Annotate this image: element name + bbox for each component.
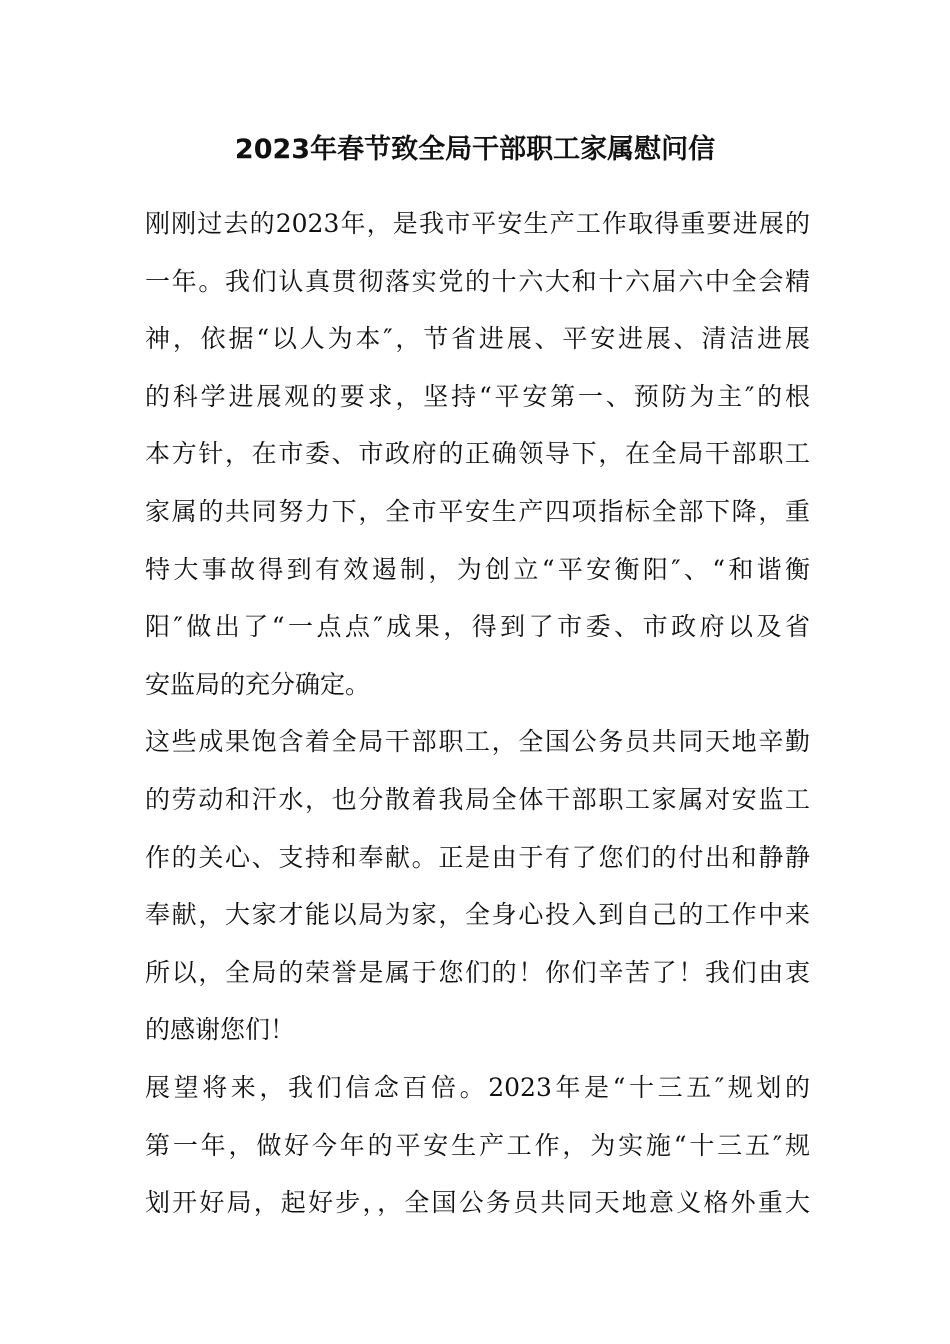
paragraph-line: 一年。我们认真贯彻落实党的十六大和十六届六中全会精 (145, 266, 810, 296)
paragraph-line: 安监局的充分确定。 (145, 669, 371, 699)
paragraph-3 (145, 1059, 810, 1232)
paragraph-line: 展望将来，我们信念百倍。2023年是“十三五″规划的 (145, 1072, 810, 1102)
paragraph-line: 奉献，大家才能以局为家，全身心投入到自己的工作中来 (145, 900, 810, 930)
paragraph-2 (145, 713, 810, 1059)
paragraph-line: 特大事故得到有效遏制，为创立“平安衡阳″、“和谐衡 (145, 554, 810, 584)
paragraph-line: 的感谢您们！ (145, 1015, 296, 1045)
paragraph-line: 的劳动和汗水，也分散着我局全体干部职工家属对安监工 (145, 784, 810, 814)
paragraph-line: 阳″做出了“一点点″成果，得到了市委、市政府以及省 (145, 612, 810, 642)
paragraph-line: 划开好局，起好步，，全国公务员共同天地意义格外重大 (145, 1188, 810, 1218)
paragraph-line: 神，依据“以人为本″，节省进展、平安进展、清洁进展 (145, 324, 810, 354)
paragraph-line: 的科学进展观的要求，坚持“平安第一、预防为主″的根 (145, 381, 810, 411)
document-body (145, 195, 810, 1232)
paragraph-line: 这些成果饱含着全局干部职工，全国公务员共同天地辛勤 (145, 727, 810, 757)
paragraph-line: 本方针，在市委、市政府的正确领导下，在全局干部职工 (145, 439, 810, 469)
paragraph-line: 家属的共同努力下，全市平安生产四项指标全部下降，重 (145, 496, 810, 526)
paragraph-line: 刚刚过去的2023年，是我市平安生产工作取得重要进展的 (145, 209, 810, 238)
paragraph-line: 第一年，做好今年的平安生产工作，为实施“十三五″规 (145, 1130, 810, 1160)
paragraph-1 (145, 195, 810, 713)
document-title: 2023年春节致全局干部职工家属慰问信 (234, 134, 716, 165)
paragraph-line: 所以，全局的荣誉是属于您们的！你们辛苦了！我们由衷 (145, 957, 810, 987)
paragraph-line: 作的关心、支持和奉献。正是由于有了您们的付出和静静 (145, 842, 810, 872)
